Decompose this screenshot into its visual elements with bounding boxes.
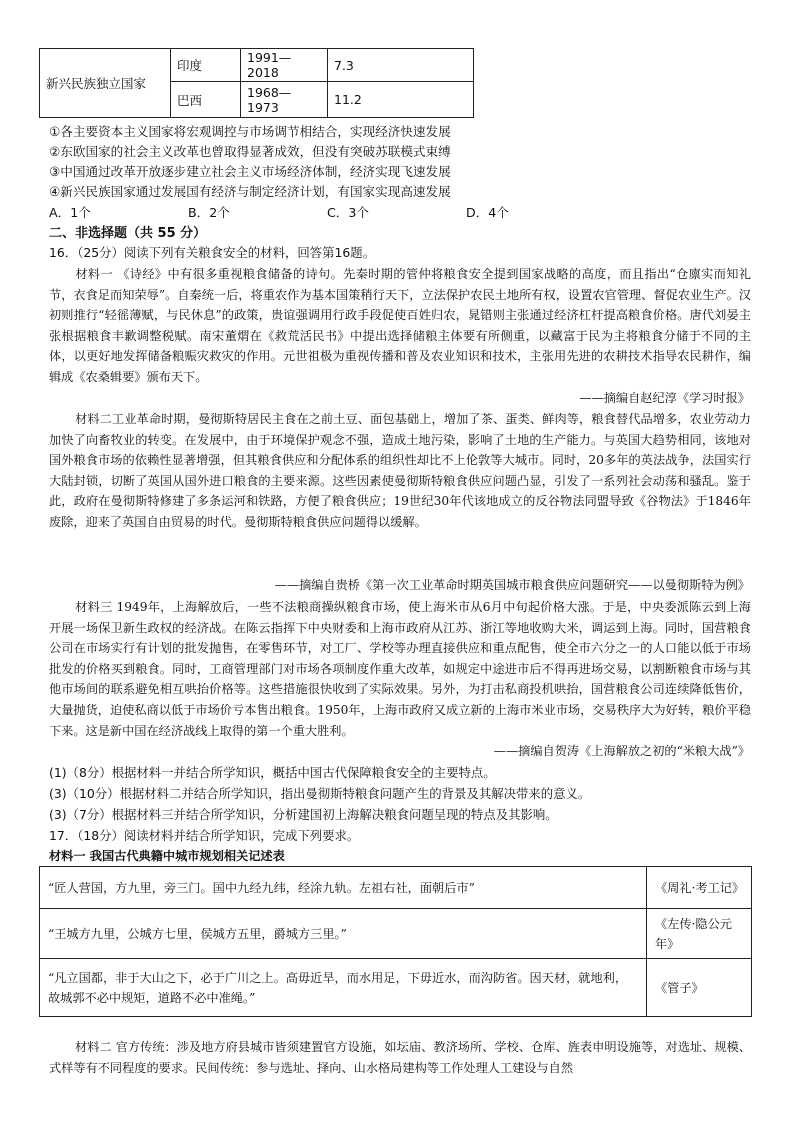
material-2-text: 材料二工业革命时期，曼彻斯特居民主食在之前土豆、面包基础上，增加了茶、蛋类、鲜肉等，粮食替代品增多，农业劳动力加快了向畜牧业的转变。在发展中，由于环境保护观念不强，造成土地污染，影响了土地的生产能力。与英国大趋势相同，该地对国外粮食市场的依赖性显著增强，但其粮食供应和分配体系的组织性却比不上伦敦等大城市。同时，20多年的英法战争，法国实行大陆封锁，切断了英国从国外进口粮食的主要来源。这些因素使曼彻斯特粮食供应问题凸显，引发了一系列社会动荡和骚乱。鉴于此，政府在曼彻斯特修建了多条运河和铁路，方便了粮食供应；19世纪30年代该地成立的反谷物法同盟导致《谷物法》于1846年废除，迎来了英国自由贸易的时代。曼彻斯特粮食供应问题得以缓解。 [49, 412, 751, 529]
material-3-text: 材料三 1949年，上海解放后，一些不法粮商操纵粮食市场，使上海米市从6月中旬起价格大涨。于是，中央委派陈云到上海开展一场保卫新生政权的经济战。在陈云指挥下中央财委和上海市政府从江苏、浙江等地收购大米，调运到上海。同时，国营粮食公司在市场实行有计划的批发抛售，在零售环节，对工厂、学校等办理直接供应和重点配售，使全市六分之一的人口能以低于市场批发的价格买到粮食。同时，工商管理部门对市场各项制度作重大改革，如规定中途进市后不得再进场交易，以割断粮食市场与其他市场间的联系避免相互哄抬价格等。这些措施很快收到了实际效果。另外，为打击私商投机哄抬，国营粮食公司连续降低售价，大量抛货，迫使私商以低于市场价亏本售出粮食。1950年，上海市政府又成立新的上海市米业市场，交易秩序大为好转，粮价平稳下来。这是新中国在经济战线上取得的第一个重大胜利。 [49, 600, 751, 738]
question-16-3: (3)（7分）根据材料三并结合所学知识，分析建国初上海解决粮食问题呈现的特点及其影响。 [49, 807, 558, 822]
question-16-1: (1)（8分）根据材料一并结合所学知识，概括中国古代保障粮食安全的主要特点。 [49, 765, 496, 780]
statement-4: ④新兴民族国家通过发展国有经济与制定经济计划，有国家实现高速发展 [49, 184, 451, 199]
section-heading: 二、非选择题（共 55 分） [49, 226, 207, 241]
table-cell-period: 1991—2018 [241, 49, 328, 82]
material-1-label: 材料一 我国古代典籍中城市规划相关记述表 [49, 849, 285, 863]
table-book: 《左传·隐公元年》 [647, 909, 752, 959]
table-cell-value: 11.2 [328, 82, 474, 118]
table-quote: “凡立国都，非于大山之下，必于广川之上。高毋近旱，而水用足，下毋近水，而沟防省。因天材，就地利，故城郭不必中规矩，道路不必中准绳。” [40, 959, 647, 1017]
table-cell-country: 巴西 [171, 82, 241, 118]
material-2-body: 材料二 官方传统：涉及地方府县城市皆须建置官方设施，如坛庙、教济场所、学校、仓库、旌表申明设施等，对选址、规模、式样等有不同程度的要求。民间传统：参与选址、择向、山水格局建构等工作处理人工建设与自然 [49, 1040, 751, 1075]
growth-rate-table [39, 48, 474, 118]
material-3-source: ——摘编自贺涛《上海解放之初的“米粮大战”》 [493, 744, 750, 758]
question-16-intro: 16．（25分）阅读下列有关粮食安全的材料，回答第16题。 [49, 245, 376, 260]
material-2-source: ——摘编自贵桥《第一次工业革命时期英国城市粮食供应问题研究——以曼彻斯特为例》 [274, 578, 750, 592]
table-quote: “王城方九里，公城方七里，侯城方五里，爵城方三里。” [40, 909, 647, 959]
city-planning-table [39, 866, 752, 1017]
statement-1: ①各主要资本主义国家将宏观调控与市场调节相结合，实现经济快速发展 [49, 124, 451, 139]
option-d: D．4个 [466, 205, 509, 220]
material-3 [49, 597, 751, 741]
question-17-intro: 17．（18分）阅读材料并结合所学知识，完成下列要求。 [49, 828, 360, 843]
table-cell-value: 7.3 [328, 49, 474, 82]
material-1-source: ——摘编自赵纪淳《学习时报》 [579, 391, 750, 405]
table-book: 《管子》 [647, 959, 752, 1017]
material-1-text: 材料一 《诗经》中有很多重视粮食储备的诗句。先秦时期的管仲将粮食安全提到国家战略的高度，而且指出“仓廪实而知礼节，衣食足而知荣辱”。自秦统一后，将重农作为基本国策稍行天下，立法保护农民土地所有权，设置农官管理、督促农业生产。汉初则推行“轻徭薄赋，与民休息”的政策，贵谊强调用行政手段促使百姓归农，晁错则主张通过经济杠杆提高粮食价格。唐代刘晏主张根据粮食丰歉调整税赋。南宋董煟在《救荒活民书》中提出选择储粮主体要有所侧重，以藏富于民为主将粮食分储于不同的主体，以更好地发挥储备粮赈灾救灾的作用。元世祖极为重视传播和普及农业知识和技术，主张用先进的农耕技术指导农民耕作，编辑成《农桑辑要》颁布天下。 [49, 267, 751, 384]
material-2-text-17 [49, 1037, 751, 1081]
table-cell-country: 印度 [171, 49, 241, 82]
material-2 [49, 409, 751, 533]
table-cell-period: 1968—1973 [241, 82, 328, 118]
statement-3: ③中国通过改革开放逐步建立社会主义市场经济体制，经济实现飞速发展 [49, 164, 451, 179]
option-b: B．2个 [188, 205, 230, 220]
question-16-2: (3)（10分）根据材料二并结合所学知识，指出曼彻斯特粮食问题产生的背景及其解决带来的意义。 [49, 786, 591, 801]
statement-2: ②东欧国家的社会主义改革也曾取得显著成效，但没有突破苏联模式束缚 [49, 144, 451, 159]
table-category: 新兴民族独立国家 [40, 49, 171, 118]
option-a: A．1个 [49, 205, 91, 220]
table-book: 《周礼·考工记》 [647, 867, 752, 909]
material-1 [49, 264, 751, 388]
option-c: C．3个 [327, 205, 369, 220]
table-quote: “匠人营国，方九里，旁三门。国中九经九纬，经涂九轨。左祖右社，面朝后市” [40, 867, 647, 909]
